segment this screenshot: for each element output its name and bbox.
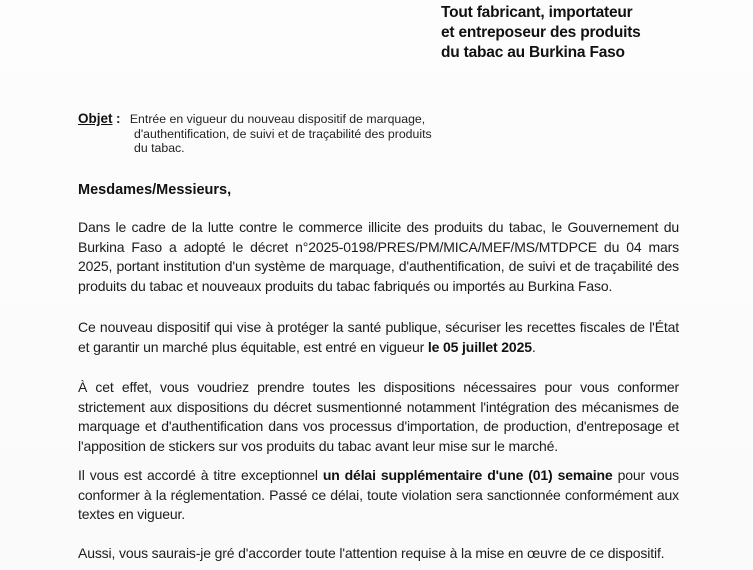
paragraph-entry-into-force — [78, 318, 679, 357]
subject-line-2: d'authentification, de suivi et de traçabilité des produits — [134, 126, 432, 141]
recipient-line-1: Tout fabricant, importateur — [441, 4, 633, 21]
paragraph-grace-end: pour vous conformer à la réglementation. Passé ce délai, toute violation sera sanctionnée conformément aux textes en vigueur. — [78, 467, 679, 522]
paragraph-decree: Dans le cadre de la lutte contre le commerce illicite des produits du tabac, le Gouvernement du Burkina Faso a adopté le décret n°2025-0198/PRES/PM/MICA/MEF/MS/MTDPCE du 04 mars 2025, portant institution d'un système de marquage, d'authentification, de suivi et de traçabilité des produits du tabac et nouveaux produits du tabac fabriqués ou importés au Burkina Faso. — [78, 219, 679, 294]
entry-date: le 05 juillet 2025 — [427, 338, 532, 355]
subject-label: Objet — [78, 111, 113, 126]
grace-period-duration: un délai supplémentaire d'une (01) semaine — [322, 467, 613, 483]
recipient-line-2: et entreposeur des produits — [441, 24, 641, 41]
paragraph-grace-period — [78, 466, 679, 525]
salutation: Mesdames/Messieurs, — [78, 182, 232, 198]
subject-line-1: Entrée en vigueur du nouveau dispositif de marquage, — [129, 112, 426, 126]
paragraph-closing: Aussi, vous saurais-je gré d'accorder toute l'attention requise à la mise en œuvre de ce dispositif. — [78, 545, 665, 561]
paragraph-entry-end: . — [531, 338, 536, 355]
subject-block — [78, 112, 498, 156]
subject-line-3: du tabac. — [134, 141, 185, 155]
paragraph-compliance: À cet effet, vous voudriez prendre toutes les dispositions nécessaires pour vous conformer strictement aux dispositions du décret susmentionné notamment l'intégration des mécanismes de marquage et d'authentification dans vos processus d'importation, de production, d'entreposage et l'apposition de stickers sur vos produits du tabac avant leur mise sur le marché. — [78, 379, 679, 454]
recipient-line-3: du tabac au Burkina Faso — [441, 44, 625, 61]
paragraph-entry-text: Ce nouveau dispositif qui vise à protéger la santé publique, sécuriser les recettes fiscales de l'État et garantir un marché plus équitable, est entré en vigueur — [78, 319, 679, 355]
paragraph-grace-text: Il vous est accordé à titre exceptionnel — [78, 467, 323, 483]
subject-colon: : — [115, 111, 121, 126]
recipient-address — [441, 3, 741, 63]
